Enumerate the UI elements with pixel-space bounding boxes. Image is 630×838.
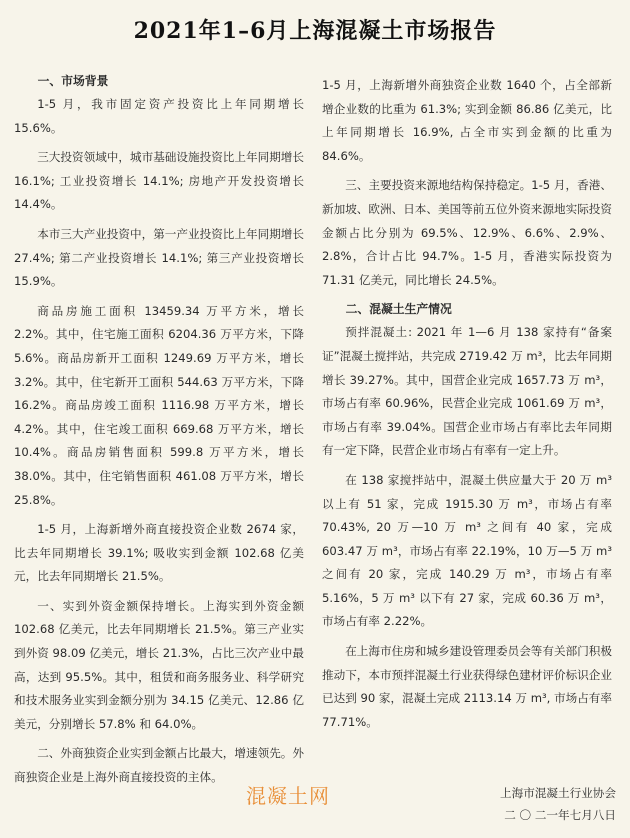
paragraph: 在 138 家搅拌站中，混凝土供应量大于 20 万 m³ 以上有 51 家，完成 1915.30 万 m³，市场占有率 70.43%, 20 万—10 万 m³ 之间有 40 家，完成 603.47 万 m³，市场占有率 22.19%，10 万—5 万 m³ 之间有 20 家，完成 140.29 万 m³，市场占有率 5.16%，5 万 m³ 以下有 27 家，完成 60.36 万 m³，市场占有率 2.22%。 [322, 472, 612, 629]
signature-block [500, 782, 616, 826]
paragraph: 预拌混凝土: 2021 年 1—6 月 138 家持有“备案证”混凝土搅拌站，共完成 2719.42 万 m³，比去年同期增长 39.27%。其中，国营企业完成 1657.73 万 m³，市场占有率 60.96%，民营企业完成 1061.69 万 m³，市场占有率 39.04%。国营企业市场占有率比去年同期有一定下降，民营企业市场占有率有一定上升。 [322, 325, 612, 458]
paragraph: 一、实到外资金额保持增长。上海实到外资金额 102.68 亿美元，比去年同期增长 21.5%。第三产业实到外资 98.09 亿美元，增长 21.3%，占比三次产业中最高，达到 95.5%。其中，租赁和商务服务业、科学研究和技术服务业实到金额分别为 34.15 亿美元、12.86 亿美元，分别增长 57.8% 和 64.0%。 [14, 598, 304, 731]
page-title: 2021年1–6月上海混凝土市场报告 [133, 18, 497, 44]
signature-date: 二 〇 二一年七月八日 [504, 808, 616, 822]
paragraph: 二、外商独资企业实到金额占比最大，增速领先。外商独资企业是上海外商直接投资的主体。 [14, 746, 304, 785]
paragraph: 1-5 月，上海新增外商直接投资企业数 2674 家，比去年同期增长 39.1%; 吸收实到金额 102.68 亿美元，比去年同期增长 21.5%。 [14, 522, 304, 584]
paragraph: 商品房施工面积 13459.34 万平方米，增长 2.2%。其中，住宅施工面积 6204.36 万平方米，下降 5.6%。商品房新开工面积 1249.69 万平方米，增长 3.2%。其中，住宅新开工面积 544.63 万平方米，下降 16.2%。商品房竣工面积 1116.98 万平方米，增长 4.2%。其中，住宅竣工面积 669.68 万平方米，增长 10.4%。商品房销售面积 599.8 万平方米，增长 38.0%。其中，住宅销售面积 461.08 万平方米，增长 25.8%。 [14, 303, 304, 507]
paragraph: 1-5 月，上海新增外商独资企业数 1640 个，占全部新增企业数的比重为 61.3%; 实到金额 86.86 亿美元，比上年同期增长 16.9%, 占全市实到金额的比重为 84.6%。 [322, 78, 612, 163]
paragraph: 三大投资领域中，城市基础设施投资比上年同期增长 16.1%; 工业投资增长 14.1%; 房地产开发投资增长 14.4%。 [14, 150, 304, 212]
paragraph: 本市三大产业投资中，第一产业投资比上年同期增长 27.4%; 第二产业投资增长 14.1%; 第三产业投资增长 15.9%。 [14, 226, 304, 289]
section-heading-market-background: 一、市场背景 [37, 74, 109, 88]
paragraph: 1-5 月，我市固定资产投资比上年同期增长 15.6%。 [14, 97, 304, 135]
right-column [322, 74, 612, 740]
paragraph: 三、主要投资来源地结构保持稳定。1-5 月，香港、新加坡、欧洲、日本、美国等前五位外资来源地实际投资金额占比分别为 69.5%、12.9%、6.6%、2.9%、2.8%，合计占比 94.7%。1-5 月，香港实际投资为 71.31 亿美元，同比增长 24.5%。 [322, 178, 612, 287]
watermark-logo: 混凝土网 [246, 784, 330, 808]
left-column [14, 70, 304, 796]
section-heading-concrete-production: 二、混凝土生产情况 [345, 302, 452, 317]
signature-organization: 上海市混凝土行业协会 [500, 786, 616, 800]
paragraph: 在上海市住房和城乡建设管理委员会等有关部门积极推动下，本市预拌混凝土行业获得绿色建材评价标识企业已达到 90 家，混凝土完成 2113.14 万 m³, 市场占有率 77.71%。 [322, 644, 612, 729]
